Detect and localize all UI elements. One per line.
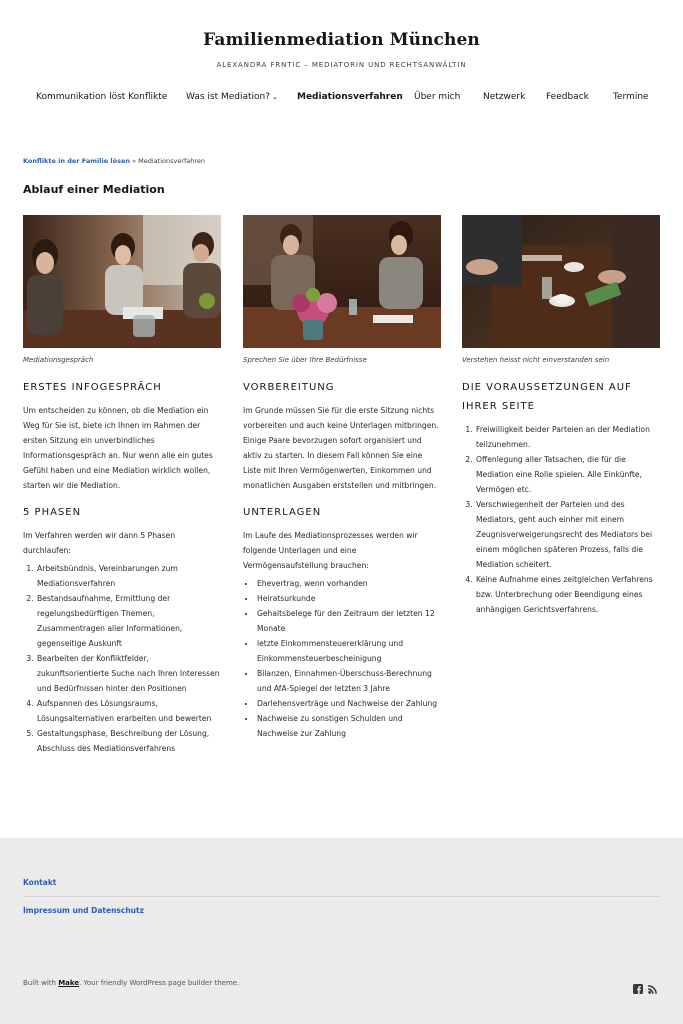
section-heading: ERSTES INFOGESPRÄCH [23,382,162,393]
list-item: 1. Arbeitsbündnis, Vereinbarungen zum Mediationsverfahren [36,561,221,591]
list-item: • Gehaltsbelege für den Zeitraum der letzten 12 Monate [256,606,441,636]
section-text: Im Verfahren werden wir dann 5 Phasen durchlaufen: [23,531,176,555]
list-item: 3. Bearbeiten der Konfliktfelder, zukunftsorientierte Suche nach Ihren Interessen und Bedürfnissen hinter den Positionen [36,651,221,696]
nav-item-termine[interactable]: Termine [613,92,649,102]
list-item: 5. Gestaltungsphase, Beschreibung der Lösung, Abschluss des Mediationsverfahrens [36,726,221,756]
column-voraussetzungen [462,215,660,623]
requirements-list [475,422,660,617]
nav-item-feedback[interactable]: Feedback [546,92,589,102]
photo-caption: Sprechen Sie über Ihre Bedürfnisse [243,356,367,364]
breadcrumb [23,157,205,165]
list-item: • Nachweise zu sonstigen Schulden und Nachweise zur Zahlung [256,711,441,741]
footer-divider [23,896,660,897]
list-item: 2. Bestandsaufnahme, Ermittlung der regelungsbedürftigen Themen, Zusammentragen aller Informationen, gegenseitige Auskunft [36,591,221,651]
section-text: Um entscheiden zu können, ob die Mediation ein Weg für Sie ist, biete ich Ihnen im Rahmen der ersten Sitzung ein unverbindliches Informationsgespräch an. Nur wenn alle ein gutes Gefühl haben und eine Mediation wirklich wollen, starten wir die Mediation. [23,406,213,490]
footer-link-impressum[interactable]: Impressum und Datenschutz [23,906,144,915]
phases-list [36,561,221,756]
credit-prefix: Built with [23,979,56,987]
photo-caption: Verstehen heisst nicht einverstanden sein [462,356,610,364]
credit-suffix: . Your friendly WordPress page builder theme. [79,979,240,987]
list-item: • letzte Einkommensteuererklärung und Einkommensteuerbescheinigung [256,636,441,666]
section-text: Im Grunde müssen Sie für die erste Sitzung nichts vorbereiten und auch keine Unterlagen mitbringen. Einige Paare bevorzugen sofort organisiert und aktiv zu starten. In diesem Fall können Sie eine Liste mit Ihren Vermögenwerten, Einkommen und monatlichen Ausgaben erststellen und mitbringen. [243,406,439,490]
site-title[interactable]: Familienmediation München [203,30,480,50]
photo-caption: Mediationsgespräch [23,356,94,364]
list-item: 4. Keine Aufnahme eines zeitgleichen Verfahrens bzw. Unterbrechung oder Beendigung eines anhängigen Gerichtsverfahrens. [475,572,660,617]
list-item: • Heiratsurkunde [256,591,441,606]
photo-beduerfnisse [243,215,441,348]
section-heading: VORBEREITUNG [243,382,335,393]
nav-item-was-ist-mediation[interactable] [186,92,278,102]
list-item: 3. Verschwiegenheit der Parteien und des Mediators, geht auch einher mit einem Zeugnisverweigerungsrecht des Mediators bei einem möglichen späteren Prozess, falls die Mediation scheitert. [475,497,660,572]
credit-brand-link[interactable]: Make [58,979,80,987]
breadcrumb-link[interactable]: Konflikte in der Familie lösen [23,157,130,165]
list-item: 1. Freiwilligkeit beider Parteien an der Mediation teilzunehmen. [475,422,660,452]
section-text: Im Laufe des Mediationsprozesses werden wir folgende Unterlagen und eine Vermögensaufstellung brauchen: [243,531,418,570]
documents-list [256,576,441,741]
list-item: • Darlehensverträge und Nachweise der Zahlung [256,696,441,711]
breadcrumb-separator: » [132,157,137,165]
main-nav [0,92,683,106]
facebook-icon[interactable] [633,979,643,989]
list-item: • Ehevertrag, wenn vorhanden [256,576,441,591]
section-heading: UNTERLAGEN [243,507,322,518]
list-item: • Bilanzen, Einnahmen-Überschuss-Berechnung und AfA-Spiegel der letzten 3 Jahre [256,666,441,696]
footer-link-kontakt[interactable]: Kontakt [23,878,57,887]
column-infogespraech [23,215,221,762]
section-heading: 5 PHASEN [23,507,82,518]
nav-item-ueber-mich[interactable]: Über mich [414,92,461,102]
breadcrumb-current: Mediationsverfahren [138,157,206,165]
nav-item-mediationsverfahren[interactable]: Mediationsverfahren [297,92,403,102]
list-item: 2. Offenlegung aller Tatsachen, die für die Mediation eine Rolle spielen. Alle Einkünfte, Vermögen etc. [475,452,660,497]
footer-credit [23,979,239,987]
photo-verstehen [462,215,660,348]
site-tagline: ALEXANDRA FRNTIC – MEDIATORIN UND RECHTSANWÄLTIN [216,61,467,69]
nav-item-kommunikation[interactable]: Kommunikation löst Konflikte [36,92,168,102]
page-title: Ablauf einer Mediation [23,183,165,196]
nav-item-label: Was ist Mediation? [186,92,271,102]
section-heading: DIE VORAUSSETZUNGEN AUF IHRER SEITE [462,382,632,412]
rss-icon[interactable] [648,979,658,989]
list-item: 4. Aufspannen des Lösungsraums, Lösungsalternativen erarbeiten und bewerten [36,696,221,726]
site-header [0,0,683,69]
photo-mediationsgespraech [23,215,221,348]
column-vorbereitung [243,215,441,747]
site-footer [0,838,683,1024]
chevron-down-icon: ⌄ [272,93,278,101]
nav-item-netzwerk[interactable]: Netzwerk [483,92,526,102]
